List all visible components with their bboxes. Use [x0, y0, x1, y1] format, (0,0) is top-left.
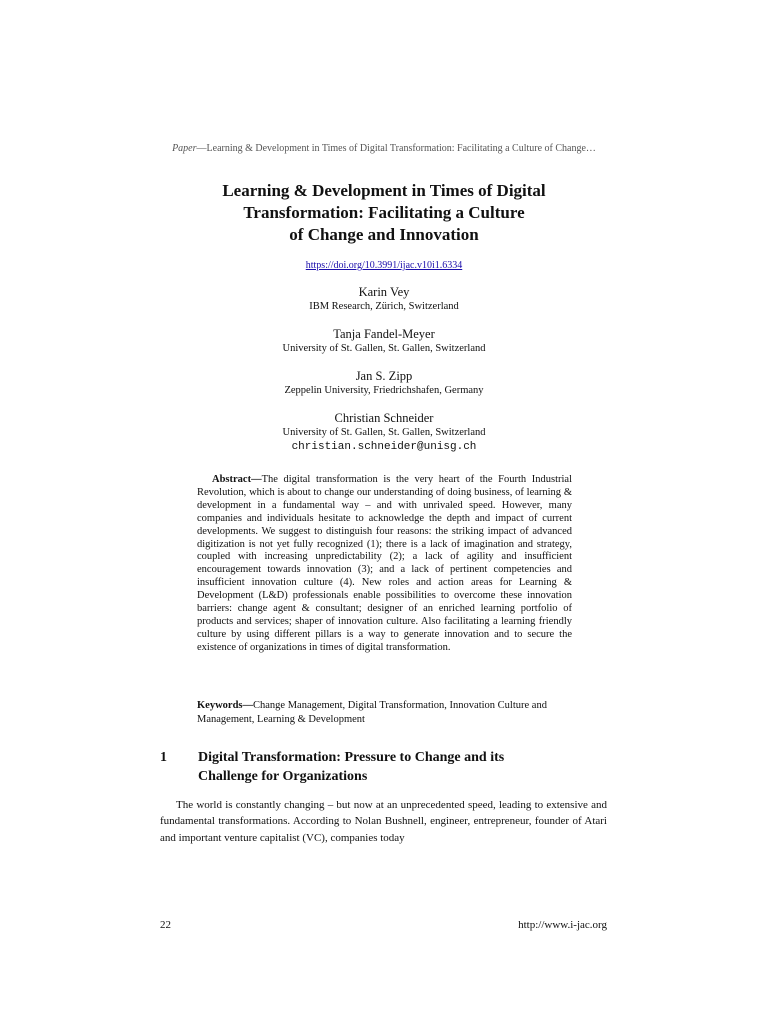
- running-header: [0, 143, 768, 154]
- author-affiliation: University of St. Gallen, St. Gallen, Switzerland: [282, 427, 486, 438]
- author-block: [0, 327, 768, 356]
- running-header-text: —Learning & Development in Times of Digital Transformation: Facilitating a Culture of Change…: [196, 143, 596, 154]
- doi: [0, 259, 768, 272]
- page-number: 22: [160, 919, 171, 931]
- author-affiliation: IBM Research, Zürich, Switzerland: [309, 301, 459, 312]
- section-title-line-2: Challenge for Organizations: [198, 769, 368, 784]
- keywords: [197, 699, 572, 726]
- author-name: Jan S. Zipp: [355, 369, 413, 383]
- author-list: [0, 285, 768, 467]
- keywords-label: Keywords—: [197, 700, 253, 711]
- abstract-text: The digital transformation is the very heart of the Fourth Industrial Revolution, which is about to change our understanding of doing business, of learning & development in a fundamental way – and with unrivaled speed. However, many companies and individuals hesitate to acknowledge the depth and impact of current developments. We suggest to distinguish four reasons: the striking impact of advanced digitization is not yet fully recognized (1); there is a lack of imagination and strategy, coupled with increasing unpredictability (2); a lack of agility and insufficient encouragement towards innovation (3); and a lack of pertinent competencies and insufficient innovation culture (4). New roles and action areas for Learning & Development (L&D) professionals enable possibilities to overcome these innovation barriers: change agent & consultant; designer of an enriched learning portfolio of products and services; shaper of innovation culture. Also facilitating a learning friendly culture by using different pillars is a way to generate innovation and to secure the existence of organizations in times of digital transformation.: [197, 474, 572, 653]
- section-heading: [160, 748, 580, 786]
- doi-link[interactable]: https://doi.org/10.3991/ijac.v10i1.6334: [305, 260, 463, 271]
- title-line-2: Transformation: Facilitating a Culture: [243, 203, 525, 222]
- title-line-3: of Change and Innovation: [289, 225, 479, 244]
- author-name: Tanja Fandel-Meyer: [333, 327, 435, 341]
- footer-url: http://www.i-jac.org: [518, 919, 607, 931]
- keywords-text: Change Management, Digital Transformation, Innovation Culture and Management, Learning & Development: [197, 700, 547, 725]
- section-number: 1: [160, 750, 167, 765]
- section-title-line-1: Digital Transformation: Pressure to Change and its: [198, 750, 505, 765]
- author-email: christian.schneider@unisg.ch: [291, 441, 477, 453]
- author-block: [0, 411, 768, 454]
- author-affiliation: University of St. Gallen, St. Gallen, Switzerland: [282, 343, 486, 354]
- paper-title: [0, 180, 768, 246]
- body-paragraph: The world is constantly changing – but now at an unprecedented speed, leading to extensive and fundamental transformations. According to Nolan Bushnell, engineer, entrepreneur, founder of Atari and important venture capitalist (VC), companies today: [160, 799, 607, 844]
- abstract: [197, 474, 572, 655]
- running-header-label: Paper: [172, 143, 197, 154]
- author-name: Karin Vey: [358, 285, 410, 299]
- author-name: Christian Schneider: [334, 411, 434, 425]
- author-affiliation: Zeppelin University, Friedrichshafen, Germany: [284, 385, 484, 396]
- author-block: [0, 369, 768, 398]
- abstract-label: Abstract—: [212, 474, 262, 485]
- title-line-1: Learning & Development in Times of Digital: [222, 181, 546, 200]
- author-block: [0, 285, 768, 314]
